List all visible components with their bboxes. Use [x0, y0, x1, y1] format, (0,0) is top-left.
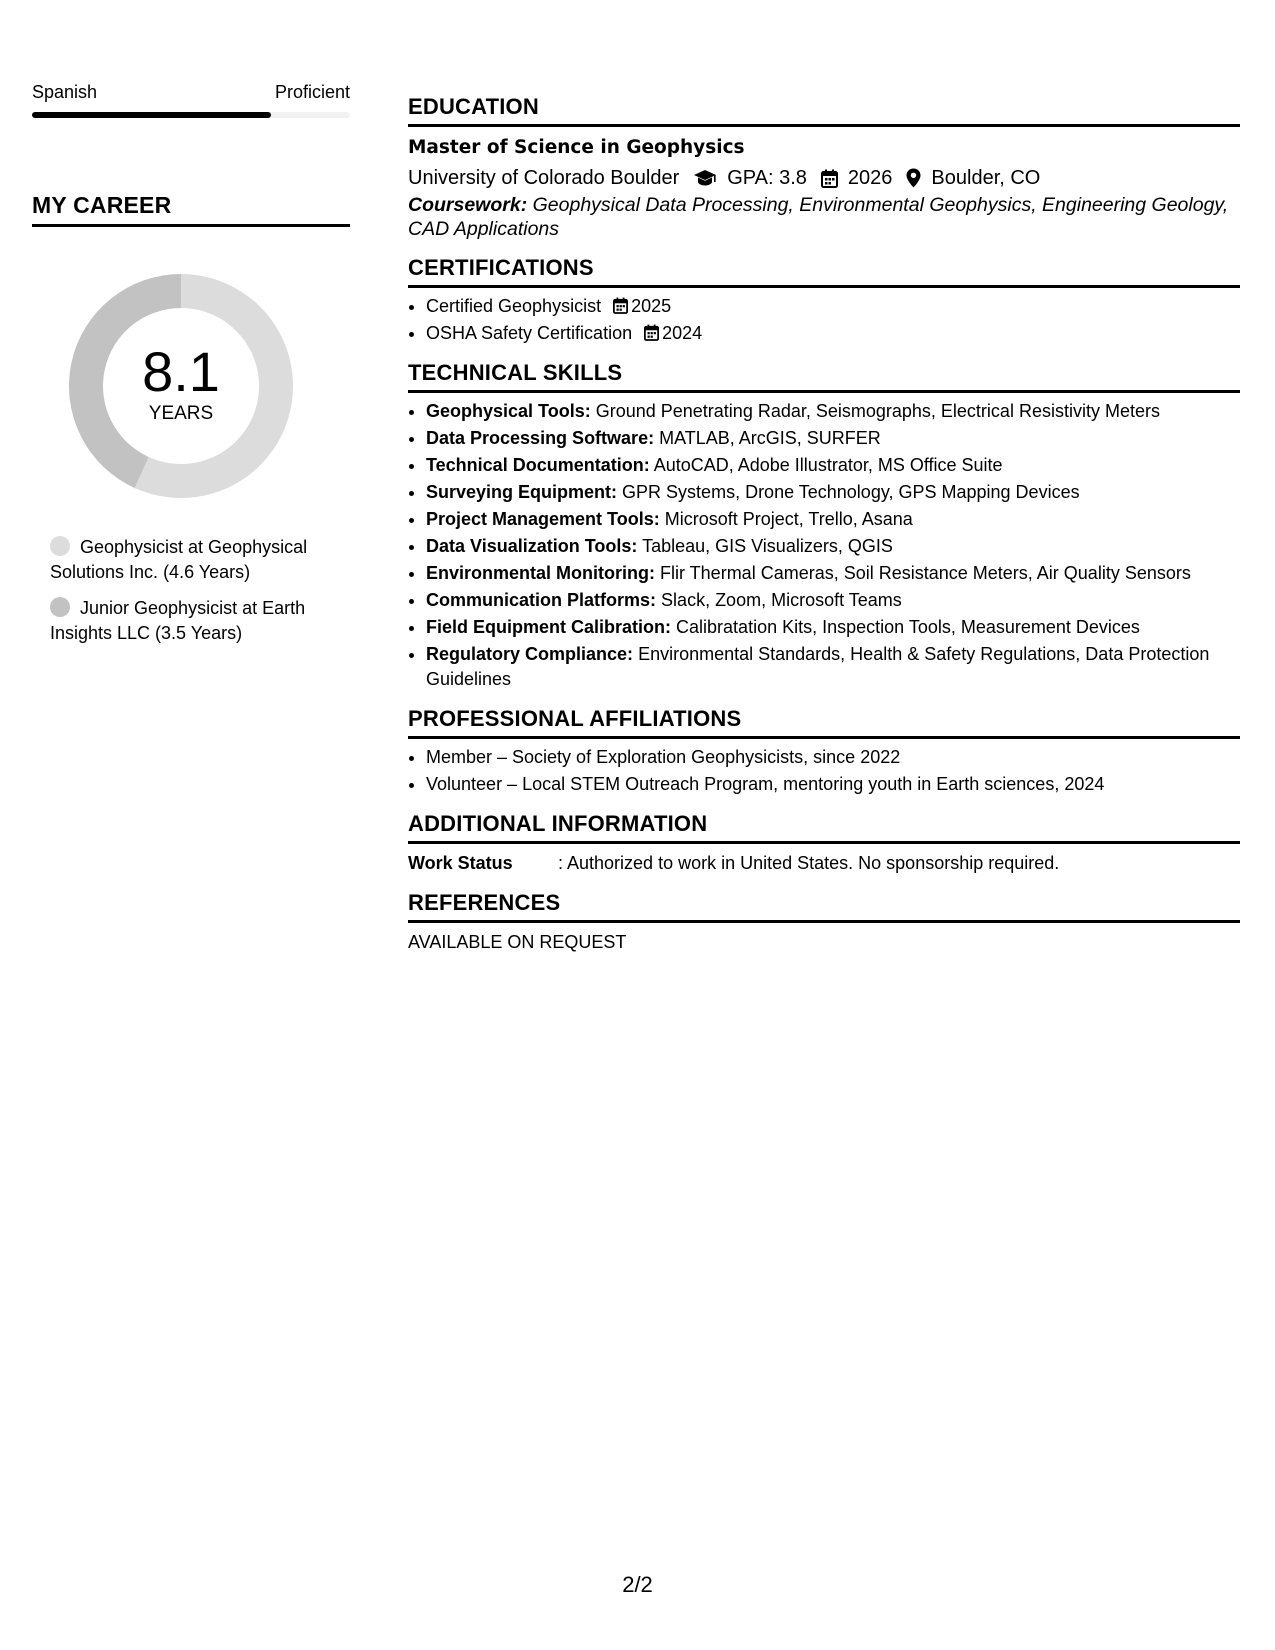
additional-info-heading: ADDITIONAL INFORMATION: [408, 811, 1240, 844]
graduation-year: 2026: [847, 167, 893, 189]
skill-item: [426, 480, 1240, 505]
skill-value: GPR Systems, Drone Technology, GPS Mapping Devices: [622, 482, 1080, 502]
skill-label: Technical Documentation:: [426, 455, 650, 475]
school-name: University of Colorado Boulder: [408, 167, 680, 189]
calendar-icon: [613, 297, 628, 314]
certifications-section: [408, 255, 1240, 346]
graduation-cap-icon: [693, 169, 717, 187]
certification-name: Certified Geophysicist: [426, 296, 602, 316]
career-legend-label: Geophysicist at Geophysical Solutions Inc. (4.6 Years): [50, 537, 308, 582]
language-skill: [32, 80, 350, 118]
additional-info-section: [408, 811, 1240, 876]
education-section: [408, 94, 1240, 241]
skill-label: Field Equipment Calibration:: [426, 617, 672, 637]
language-level-fill: [32, 112, 271, 118]
skill-value: MATLAB, ArcGIS, SURFER: [659, 428, 881, 448]
left-column: [32, 80, 350, 657]
skills-section: [408, 360, 1240, 692]
calendar-icon: [644, 324, 659, 341]
skill-item: [426, 534, 1240, 559]
location-pin-icon: [906, 168, 921, 188]
coursework-list: Geophysical Data Processing, Environmental Geophysics, Engineering Geology, CAD Applications: [408, 194, 1229, 240]
skill-item: [426, 399, 1240, 424]
skill-value: Slack, Zoom, Microsoft Teams: [661, 590, 902, 610]
certifications-heading: CERTIFICATIONS: [408, 255, 1240, 288]
skill-label: Communication Platforms:: [426, 590, 657, 610]
certification-item: [426, 321, 1240, 346]
language-level: Proficient: [274, 82, 350, 102]
skill-label: Data Processing Software:: [426, 428, 655, 448]
skill-value: Calibratation Kits, Inspection Tools, Measurement Devices: [676, 617, 1140, 637]
career-total-unit: YEARS: [148, 403, 214, 424]
skill-value: Ground Penetrating Radar, Seismographs, Electrical Resistivity Meters: [595, 401, 1160, 421]
affiliations-section: [408, 706, 1240, 797]
skill-label: Regulatory Compliance:: [426, 644, 634, 664]
school-location: Boulder, CO: [931, 167, 1041, 189]
skill-value: Flir Thermal Cameras, Soil Resistance Meters, Air Quality Sensors: [660, 563, 1191, 583]
affiliation-item: • Volunteer – Local STEM Outreach Program, mentoring youth in Earth sciences, 2024: [426, 772, 1240, 797]
degree-title: Master of Science in Geophysics: [408, 137, 745, 158]
certification-item: [426, 294, 1240, 319]
language-name: Spanish: [32, 82, 98, 102]
work-status-value: : Authorized to work in United States. No sponsorship required.: [558, 853, 1060, 873]
skills-heading: TECHNICAL SKILLS: [408, 360, 1240, 393]
education-details: [408, 163, 1240, 193]
certification-year: 2024: [662, 323, 703, 343]
right-column: [408, 94, 1240, 969]
calendar-icon: [821, 169, 838, 188]
affiliation-item: • Member – Society of Exploration Geophysicists, since 2022: [426, 745, 1240, 770]
career-total-years: 8.1: [142, 340, 220, 403]
career-legend: [32, 535, 350, 646]
affiliations-heading: PROFESSIONAL AFFILIATIONS: [408, 706, 1240, 739]
career-legend-item: [50, 535, 350, 585]
page-number: 2/2: [622, 1572, 653, 1597]
skill-item: [426, 561, 1240, 586]
skill-label: Data Visualization Tools:: [426, 536, 638, 556]
skill-item: [426, 453, 1240, 478]
work-status-row: [408, 850, 1240, 876]
education-heading: EDUCATION: [408, 94, 1240, 127]
gpa: GPA: 3.8: [727, 167, 807, 189]
certification-name: OSHA Safety Certification: [426, 323, 633, 343]
career-heading: MY CAREER: [32, 192, 350, 227]
skill-item: [426, 588, 1240, 613]
skill-label: Environmental Monitoring:: [426, 563, 655, 583]
coursework-label: Coursework:: [408, 194, 528, 216]
skill-value: Microsoft Project, Trello, Asana: [664, 509, 913, 529]
skill-item: [426, 426, 1240, 451]
language-level-bar: [32, 112, 350, 118]
skill-item: [426, 615, 1240, 640]
references-heading: REFERENCES: [408, 890, 1240, 923]
skill-item: [426, 507, 1240, 532]
references-section: [408, 890, 1240, 955]
skill-value: Tableau, GIS Visualizers, QGIS: [642, 536, 893, 556]
career-donut-chart: [66, 271, 296, 501]
skill-label: Project Management Tools:: [426, 509, 660, 529]
skill-label: Surveying Equipment:: [426, 482, 618, 502]
certification-year: 2025: [631, 296, 672, 316]
work-status-label: Work Status: [408, 853, 513, 873]
references-text: AVAILABLE ON REQUEST: [408, 932, 627, 952]
skill-label: Geophysical Tools:: [426, 401, 591, 421]
skill-value: AutoCAD, Adobe Illustrator, MS Office Suite: [653, 455, 1003, 475]
career-legend-label: Junior Geophysicist at Earth Insights LLC (3.5 Years): [50, 598, 306, 643]
coursework: [408, 193, 1240, 241]
career-legend-item: [50, 596, 350, 646]
skill-item: [426, 642, 1240, 692]
skill-value: Environmental Standards, Health & Safety Regulations, Data Protection Guidelines: [426, 644, 1210, 689]
legend-dot-icon: [50, 536, 70, 556]
legend-dot-icon: [50, 597, 70, 617]
